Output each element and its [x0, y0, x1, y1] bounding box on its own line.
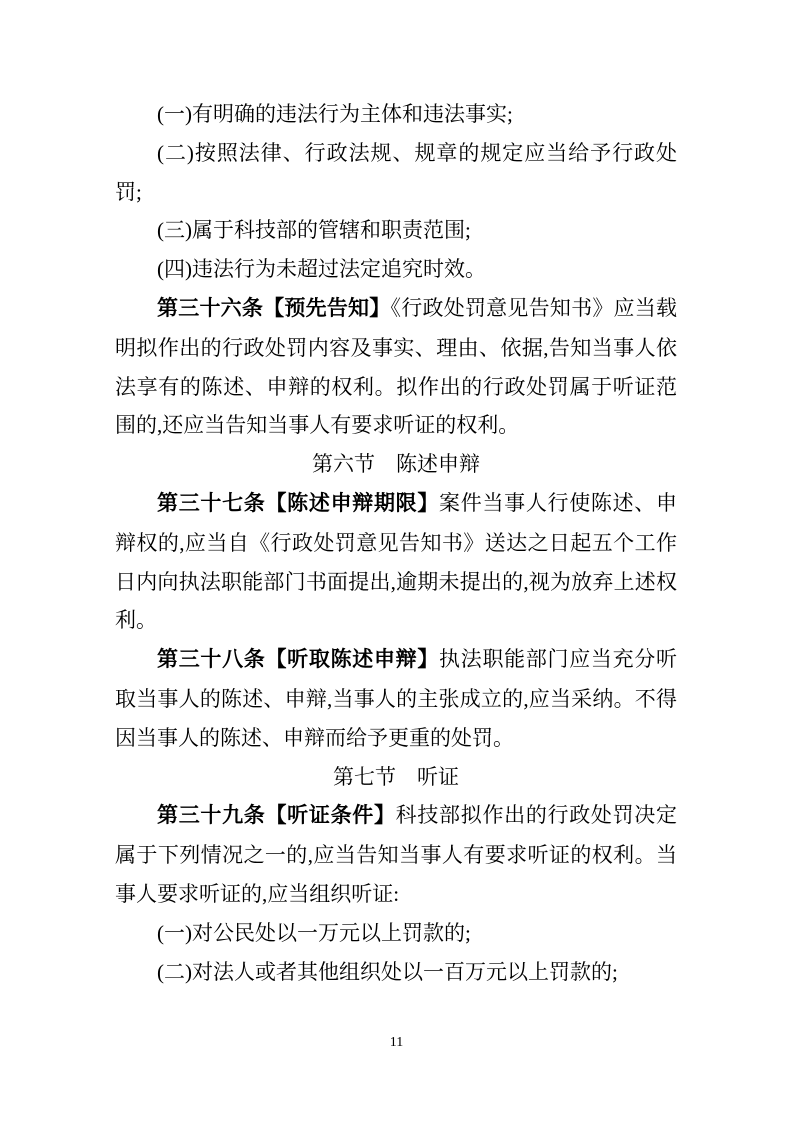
page-number: 11	[389, 1035, 404, 1050]
article-37-paragraph	[115, 484, 677, 640]
article-39-title: 第三十九条【听证条件】	[157, 804, 396, 828]
article-37-text: 案件当事人行使陈述、申辩权的,应当自《行政处罚意见告知书》送达之日起五个工作日内向执法职能部门书面提出,逾期未提出的,视为放弃上述权利。	[115, 490, 678, 633]
section-6-heading: 第六节 陈述申辩	[312, 452, 480, 477]
list-item-3: (三)属于科技部的管辖和职责范围;	[157, 218, 471, 243]
article-36-title: 第三十六条【预先告知】	[157, 296, 391, 320]
document-body	[115, 95, 677, 991]
list-item-1: (一)有明确的违法行为主体和违法事实;	[157, 102, 513, 126]
page-footer	[0, 1033, 793, 1051]
article-38-paragraph	[115, 640, 677, 757]
article-37-title: 第三十七条【陈述申辩期限】	[157, 491, 440, 515]
list-item-4: (四)违法行为未超过法定追究时效。	[157, 257, 486, 282]
article-38-text: 执法职能部门应当充分听取当事人的陈述、申辩,当事人的主张成立的,应当采纳。不得因当事人的陈述、申辩而给予更重的处罚。	[115, 647, 678, 750]
article-38-title: 第三十八条【听取陈述申辩】	[157, 648, 440, 672]
article-36-text: 《行政处罚意见告知书》应当载明拟作出的行政处罚内容及事实、理由、依据,告知当事人依法享有的陈述、申辩的权利。拟作出的行政处罚属于听证范围的,还应当告知当事人有要求听证的权利。	[115, 295, 678, 438]
article-39-text: 科技部拟作出的行政处罚决定属于下列情况之一的,应当告知当事人有要求听证的权利。当事人要求听证的,应当组织听证:	[115, 803, 678, 906]
list-item-39-2: (二)对法人或者其他组织处以一百万元以上罚款的;	[157, 959, 618, 984]
section-7-heading: 第七节 听证	[333, 764, 459, 789]
article-39-paragraph	[115, 796, 677, 913]
article-36-paragraph	[115, 289, 677, 445]
list-item-39-1: (一)对公民处以一万元以上罚款的;	[157, 920, 471, 945]
list-item-2: (二)按照法律、行政法规、规章的规定应当给予行政处罚;	[115, 140, 677, 204]
